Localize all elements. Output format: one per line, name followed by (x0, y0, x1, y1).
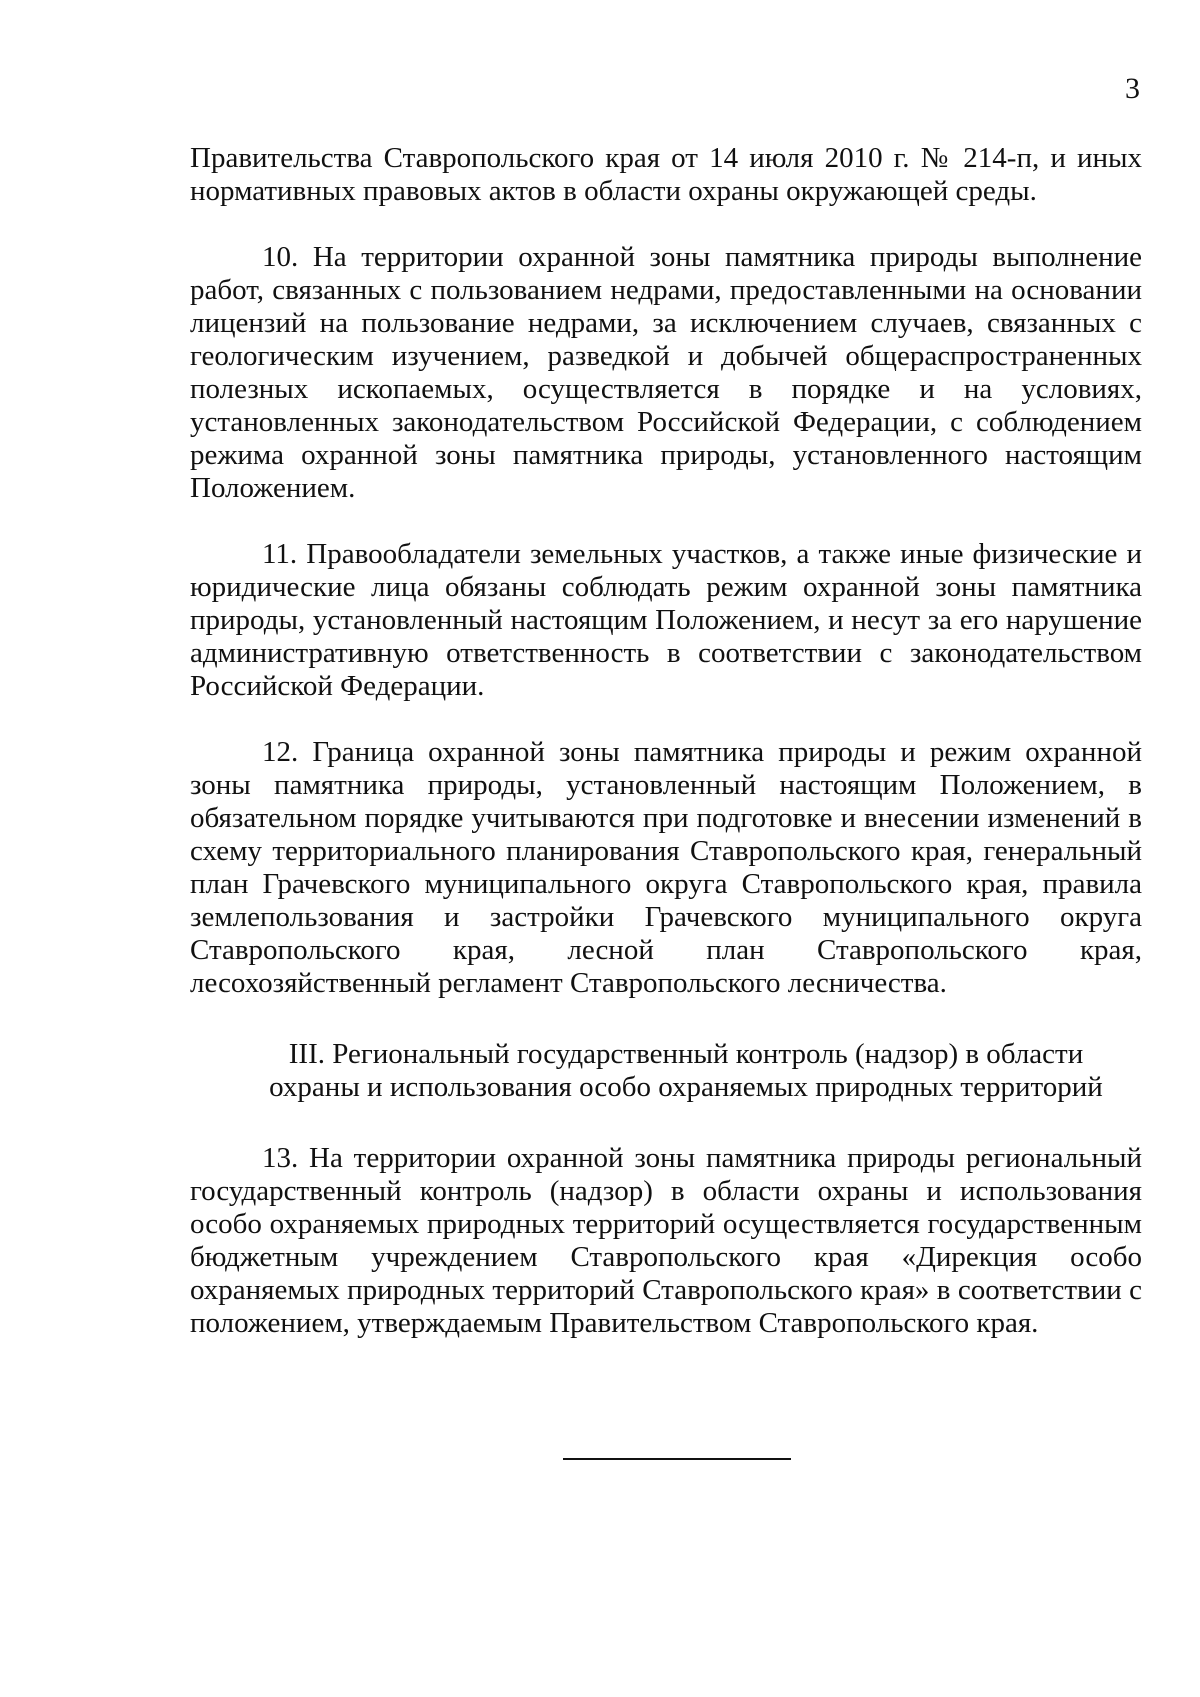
section-heading-line-2: охраны и использования особо охраняемых природных территорий (269, 1071, 1103, 1103)
paragraph-spacer (190, 1104, 1142, 1142)
section-heading (190, 1038, 1142, 1104)
paragraph-13: 13. На территории охранной зоны памятника природы региональный государственный контроль (надзор) в области охраны и использования особо охраняемых природных территорий осуществляется государственным бюджетным учреждением Ставропольского края «Дирекция особо охраняемых природных территорий Ставропольского края» в соответствии с положением, утверждаемым Правительством Ставропольского края. (190, 1142, 1142, 1339)
paragraph-spacer (190, 208, 1142, 241)
paragraph-intro-continuation: Правительства Ставропольского края от 14 июля 2010 г. № 214-п, и иных нормативных правовых актов в области охраны окружающей среды. (190, 142, 1142, 207)
paragraph-11: 11. Правообладатели земельных участков, а также иные физические и юридические лица обязаны соблюдать режим охранной зоны памятника природы, установленный настоящим Положением, и несут за его нарушение административную ответственность в соответствии с законодательством Российской Федерации. (190, 538, 1142, 702)
page-number: 3 (1125, 72, 1140, 105)
paragraph-spacer (190, 1000, 1142, 1038)
section-heading-line-1: III. Региональный государственный контроль (надзор) в области (288, 1038, 1084, 1070)
paragraph-spacer (190, 505, 1142, 538)
paragraph-12: 12. Граница охранной зоны памятника природы и режим охранной зоны памятника природы, установленный настоящим Положением, в обязательном порядке учитываются при подготовке и внесении изменений в схему территориального планирования Ставропольского края, генеральный план Грачевского муниципального округа Ставропольского края, правила землепользования и застройки Грачевского муниципального округа Ставропольского края, лесной план Ставропольского края, лесохозяйственный регламент Ставропольского лесничества. (190, 736, 1142, 999)
paragraph-10: 10. На территории охранной зоны памятника природы выполнение работ, связанных с пользованием недрами, предоставленными на основании лицензий на пользование недрами, за исключением случаев, связанных с геологическим изучением, разведкой и добычей общераспространенных полезных ископаемых, осуществляется в порядке и на условиях, установленных законодательством Российской Федерации, с соблюдением режима охранной зоны памятника природы, установленного настоящим Положением. (190, 241, 1142, 504)
paragraph-spacer (190, 703, 1142, 736)
document-body (190, 142, 1142, 1340)
end-of-document-rule (563, 1458, 791, 1460)
